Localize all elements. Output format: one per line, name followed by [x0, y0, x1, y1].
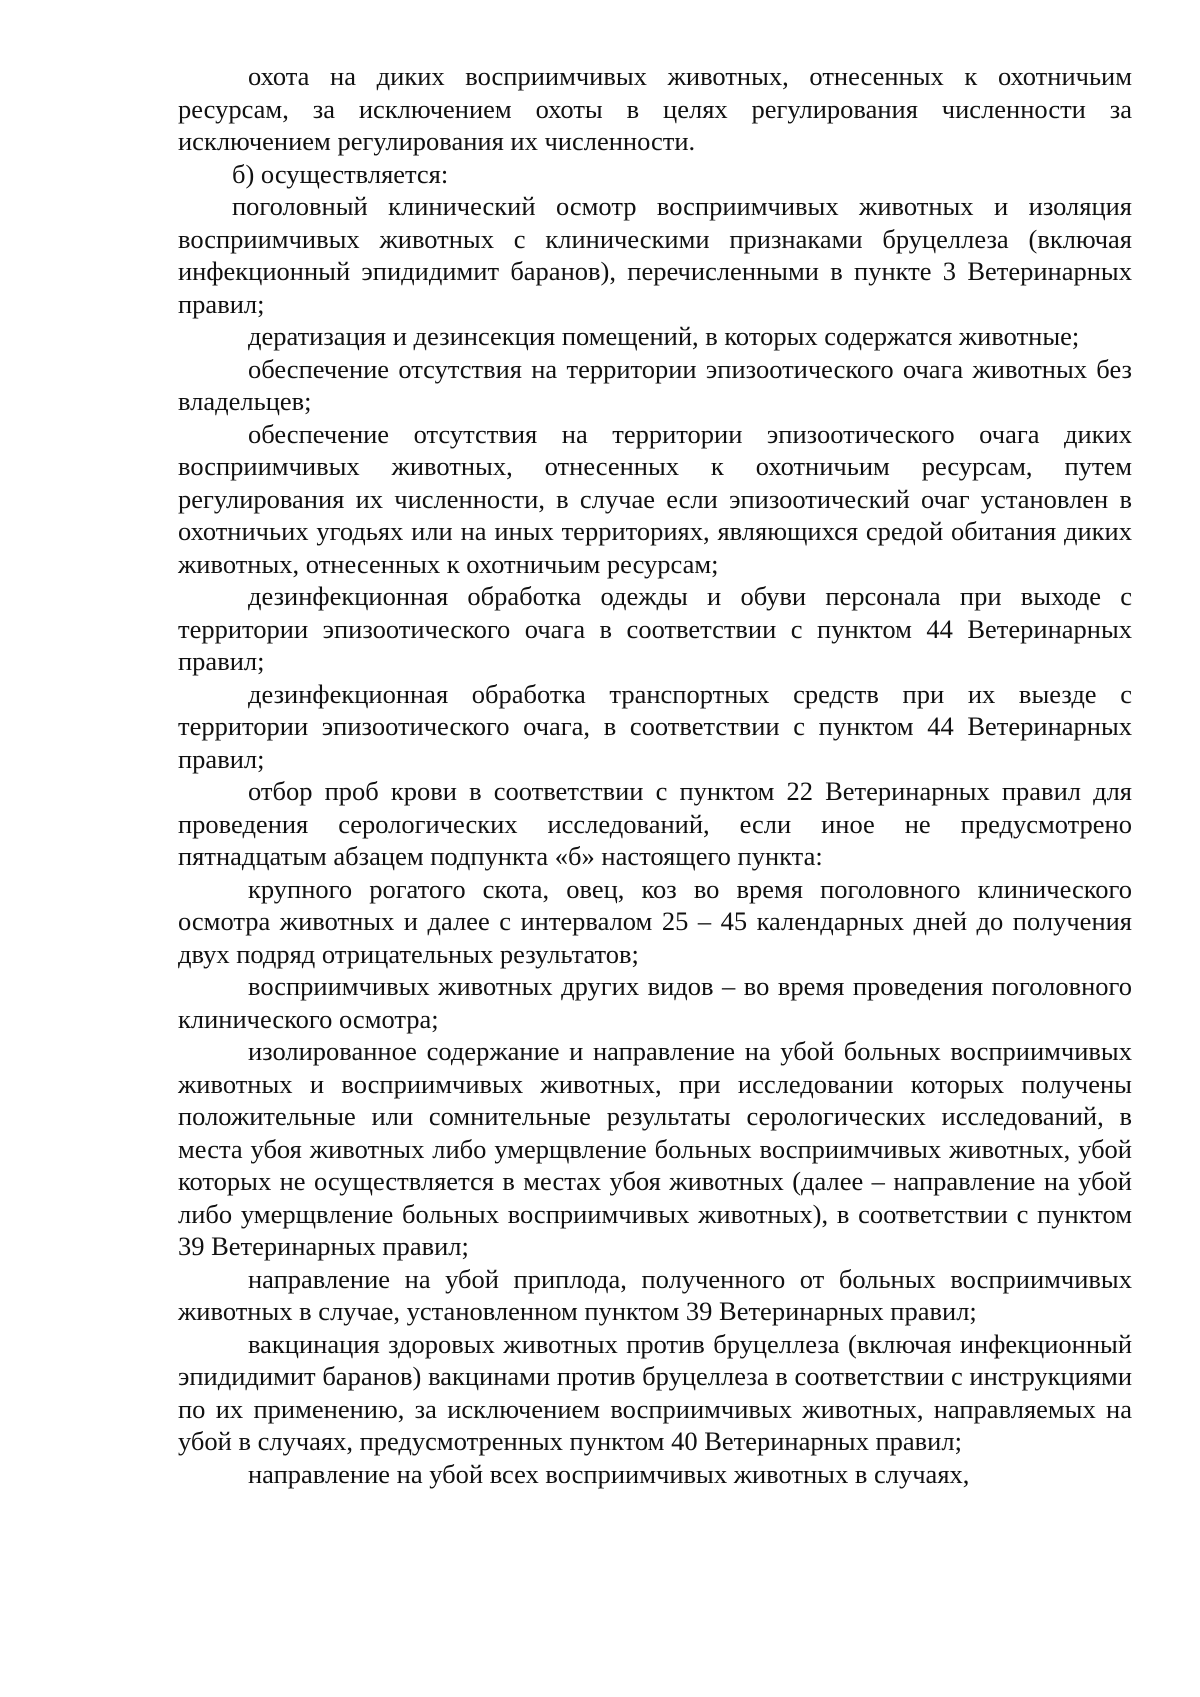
- paragraph-wild-animals: обеспечение отсутствия на территории эпизоотического очага диких восприимчивых животных, отнесенных к охотничьим ресурсам, путем регулирования их численности, в случае если эпизоотический очаг установлен в охотничьих угодьях или на иных территориях, являющихся средой обитания диких животных, отнесенных к охотничьим ресурсам;: [178, 418, 1132, 579]
- paragraph-all-slaughter: направление на убой всех восприимчивых животных в случаях,: [248, 1458, 970, 1489]
- paragraph-vehicle-disinfection: дезинфекционная обработка транспортных средств при их выезде с территории эпизоотического очага, в соответствии с пунктом 44 Ветеринарных правил;: [178, 678, 1132, 774]
- document-page: [178, 60, 1132, 1490]
- paragraph-isolation-slaughter: изолированное содержание и направление на убой больных восприимчивых животных и восприимчивых животных, при исследовании которых получены положительные или сомнительные результаты серологических исследований, в места убоя животных либо умерщвление больных восприимчивых животных, убой которых не осуществляется в местах убоя животных (далее – направление на убой либо умерщвление больных восприимчивых животных), в соответствии с пунктом 39 Ветеринарных правил;: [178, 1036, 1132, 1261]
- paragraph-offspring-slaughter: направление на убой приплода, полученного от больных восприимчивых животных в случае, установленном пунктом 39 Ветеринарных правил;: [178, 1263, 1132, 1326]
- paragraph-clothing-disinfection: дезинфекционная обработка одежды и обуви персонала при выходе с территории эпизоотического очага в соответствии с пунктом 44 Ветеринарных правил;: [178, 581, 1132, 676]
- paragraph-blood-sampling: отбор проб крови в соответствии с пунктом 22 Ветеринарных правил для проведения серологических исследований, если иное не предусмотрено пятнадцатым абзацем подпункта «б» настоящего пункта:: [178, 776, 1132, 871]
- paragraph-deratization: дератизация и дезинсекция помещений, в которых содержатся животные;: [248, 321, 1080, 351]
- paragraph-ownerless-animals: обеспечение отсутствия на территории эпизоотического очага животных без владельцев;: [178, 353, 1132, 416]
- paragraph-vaccination: вакцинация здоровых животных против бруцеллеза (включая инфекционный эпидидимит баранов) вакцинами против бруцеллеза в соответствии с инструкциями по их применению, за исключением восприимчивых животных, направляемых на убой в случаях, предусмотренных пунктом 40 Ветеринарных правил;: [178, 1328, 1132, 1456]
- paragraph-other-species: восприимчивых животных других видов – во время проведения поголовного клинического осмотра;: [178, 971, 1132, 1034]
- paragraph-clinical-inspection: поголовный клинический осмотр восприимчивых животных и изоляция восприимчивых животных с клиническими признаками бруцеллеза (включая инфекционный эпидидимит баранов), перечисленными в пункте 3 Ветеринарных правил;: [178, 191, 1132, 319]
- paragraph-cattle-sampling: крупного рогатого скота, овец, коз во время поголовного клинического осмотра животных и далее с интервалом 25 – 45 календарных дней до получения двух подряд отрицательных результатов;: [178, 873, 1132, 969]
- paragraph-subitem-b-heading: б) осуществляется:: [232, 158, 449, 189]
- paragraph-hunting-restriction: охота на диких восприимчивых животных, отнесенных к охотничьим ресурсам, за исключением охоты в целях регулирования численности за исключением регулирования их численности.: [178, 61, 1132, 156]
